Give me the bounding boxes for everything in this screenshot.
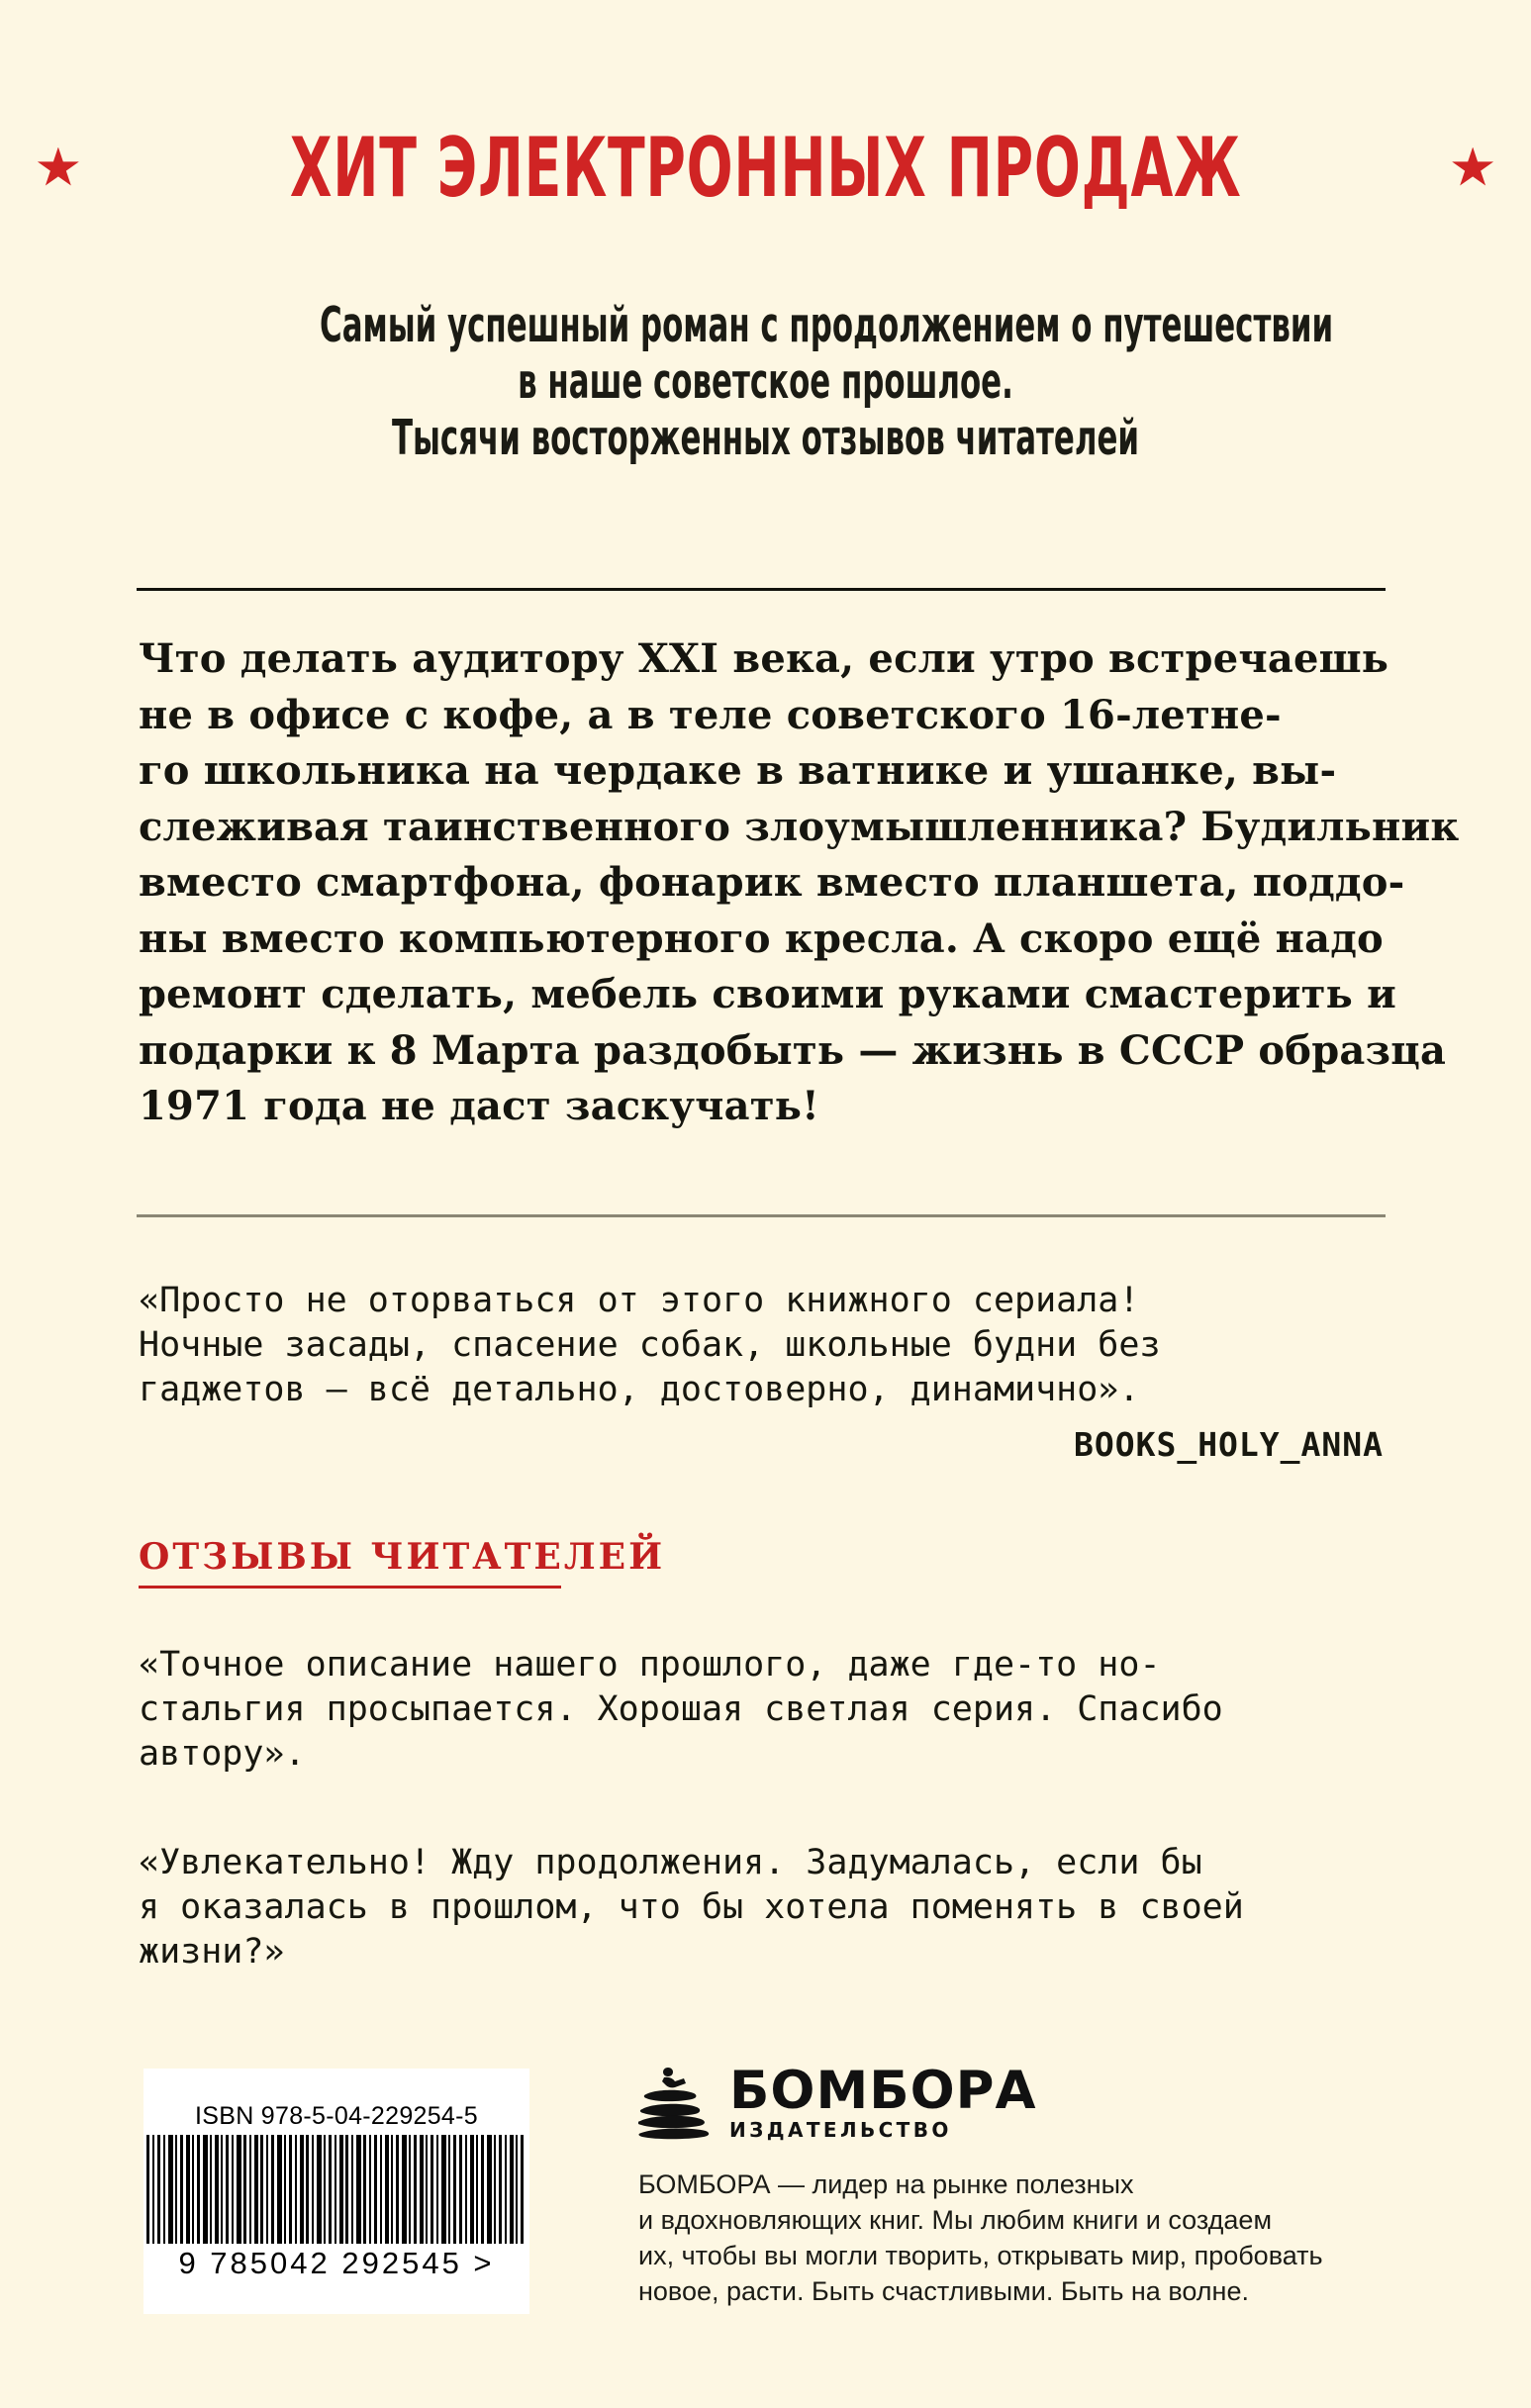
review-line: «Точное описание нашего прошлого, даже где-то но- [139,1645,1161,1685]
reviews-heading-rule [139,1586,561,1589]
synopsis-line: 1971 года не даст заскучать! [139,1083,819,1129]
subtitle-block [129,297,1402,466]
subtitle-line: в наше советское прошлое. [518,353,1013,410]
publisher-logo [638,2061,1390,2145]
synopsis-line: вместо смартфона, фонарик вместо планшета, поддо- [139,859,1405,906]
review-line: стальгия просыпается. Хорошая светлая серия. Спасибо [139,1689,1223,1729]
subtitle-line: Тысячи восторженных отзывов читателей [391,410,1140,466]
synopsis-line: ремонт сделать, мебель своими руками смастерить и [139,971,1396,1017]
review-line: жизни?» [139,1932,285,1972]
publisher-blurb-line: новое, расти. Быть счастливыми. Быть на волне. [638,2276,1249,2306]
review-item [139,1643,1384,1777]
synopsis-line: не в офисе с кофе, а в теле советского 16-летне- [139,691,1282,738]
synopsis-line: подарки к 8 Марта раздобыть — жизнь в СССР образца [139,1026,1447,1074]
barcode-bars [146,2135,526,2244]
reviews-heading [139,1536,665,1589]
subtitle-line: Самый успешный роман с продолжением о путешествии [320,297,1334,353]
publisher-blurb-line: БОМБОРА — лидер на рынке полезных [638,2169,1134,2199]
pull-quote-line: «Просто не оторваться от этого книжного сериала! [139,1281,1140,1320]
synopsis-line: слеживая таинственного злоумышленника? Будильник [139,803,1460,850]
pull-quote-attribution: BOOKS_HOLY_ANNA [1073,1425,1384,1464]
pull-quote-line: Ночные засады, спасение собак, школьные будни без [139,1325,1161,1365]
synopsis-text [139,631,1460,1135]
publisher-block [638,2061,1390,2309]
publisher-blurb-line: и вдохновляющих книг. Мы любим книги и создаем [638,2205,1273,2235]
isbn-number: ISBN 978-5-04-229254-5 [195,2101,478,2130]
isbn-barcode [144,2069,529,2314]
synopsis-line: го школьника на чердаке в ватнике и ушанке, вы- [139,747,1337,794]
star-icon-right [1452,147,1493,189]
publisher-blurb-line: их, чтобы вы могли творить, открывать мир, пробовать [638,2241,1323,2270]
review-line: я оказалась в прошлом, что бы хотела поменять в своей [139,1887,1244,1927]
synopsis-line: ны вместо компьютерного кресла. А скоро ещё надо [139,915,1384,962]
review-line: «Увлекательно! Жду продолжения. Задумалась, если бы [139,1843,1202,1882]
synopsis-line: Что делать аудитору XXI века, если утро встречаешь [139,635,1389,682]
review-line: автору». [139,1734,306,1774]
divider-bottom [137,1214,1386,1217]
pull-quote-line: гаджетов — всё детально, достоверно, динамично». [139,1370,1140,1409]
headline-banner [0,120,1531,216]
star-icon-left [38,147,79,189]
publisher-subtitle: ИЗДАТЕЛЬСТВО [729,2118,952,2142]
wave-surfer-icon [638,2064,712,2145]
divider-top [137,588,1386,591]
barcode-digits: 9 785042 292545 > [178,2245,495,2280]
reviews-heading-label: ОТЗЫВЫ ЧИТАТЕЛЕЙ [139,1536,666,1578]
headline-title: ХИТ ЭЛЕКТРОННЫХ ПРОДАЖ [289,120,1242,216]
publisher-blurb [638,2167,1390,2309]
publisher-name: БОМБОРА [729,2061,1037,2121]
review-item [139,1841,1384,1975]
pull-quote [139,1279,1384,1412]
